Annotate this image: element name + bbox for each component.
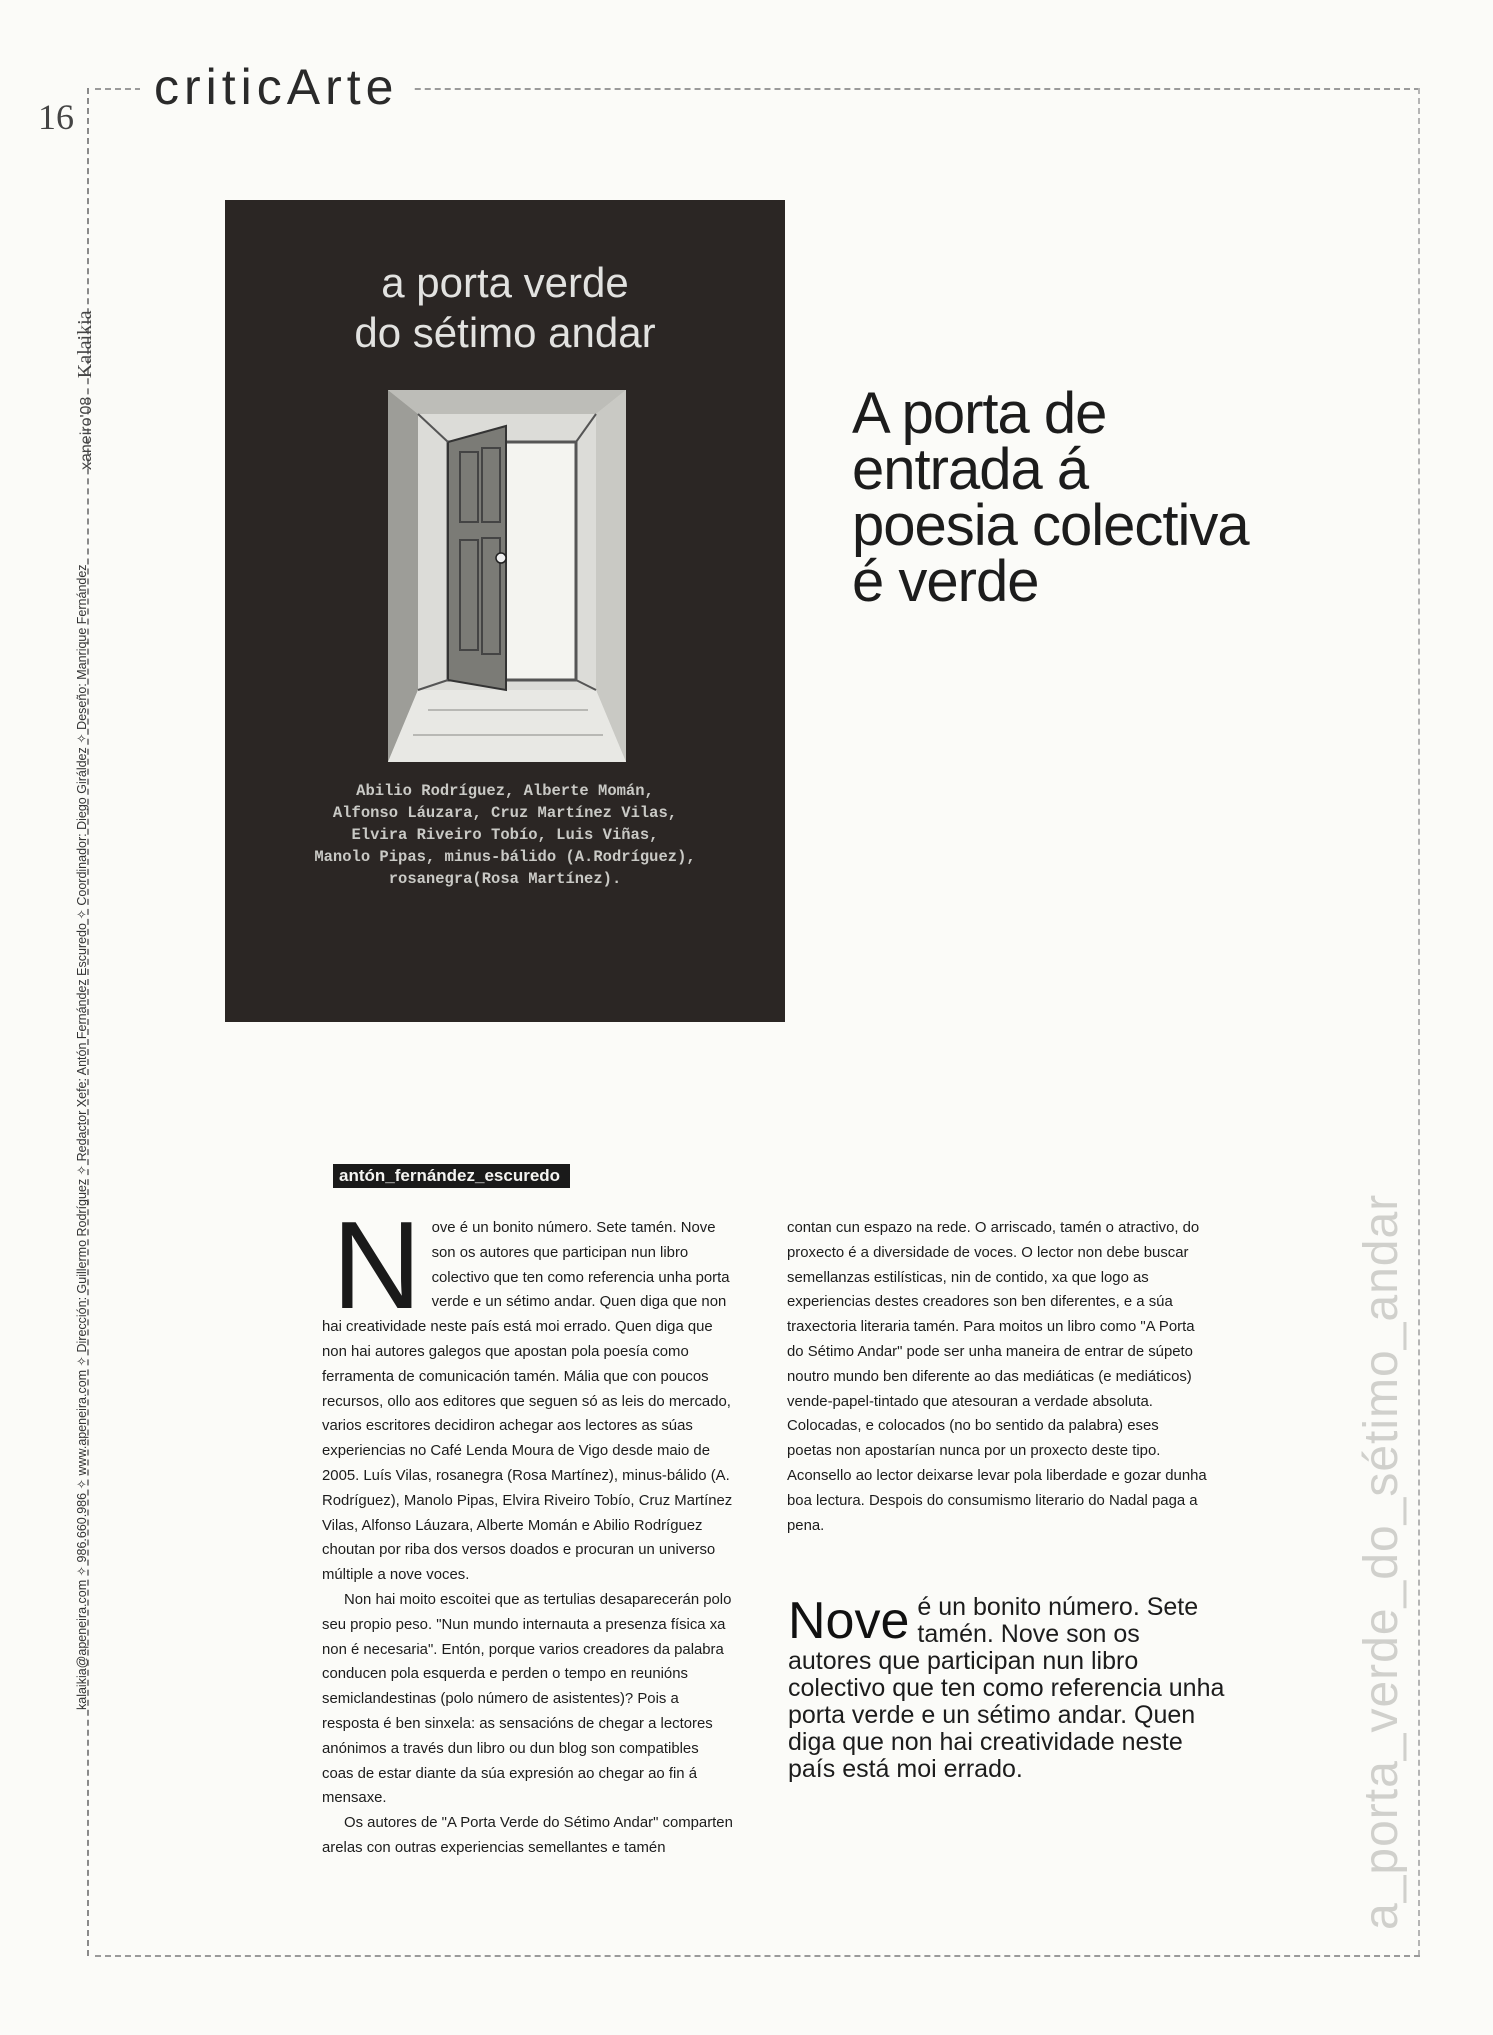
pull-quote: [788, 1594, 1228, 1783]
masthead: [74, 310, 97, 470]
page-number: 16: [38, 97, 74, 137]
section-title: criticArte: [140, 58, 412, 116]
article-paragraph: contan cun espazo na rede. O arriscado, tamén o atractivo, do proxecto é a diversidade de voces. O lector non debe buscar semellanzas estilísticas, nin de contido, xa que logo as experiencias destes creadores son ben diferentes, e a súa traxectoria literaria tamén. Para moitos un libro como "A Porta do Sétimo Andar" pode ser unha maneira de entrar de súpeto noutro mundo ben diferente ao das mediáticas (e mediáticos) vende-papel-tintado que atesouran a verdade absoluta. Colocadas, e colocados (no bo sentido da palabra) eses poetas non apostarían nunca por un proxecto deste tipo. Aconsello ao lector deixarse levar pola liberdade e gozar dunha boa lectura. Despois do consumismo literario do Nadal paga a pena.: [787, 1220, 1207, 1534]
cover-authors: Abilio Rodríguez, Alberte Momán, Alfonso Láuzara, Cruz Martínez Vilas, Elvira Riveiro Tobío, Luis Viñas, Manolo Pipas, minus-bálido (A.Rodríguez), rosanegra(Rosa Martínez).: [314, 782, 696, 888]
vertical-title: a_porta_verde_do_sétimo_andar: [1355, 1193, 1408, 1930]
article-paragraph: Nove é un bonito número. Sete tamén. Nove son os autores que participan nun libro colectivo que ten como referencia unha porta verde e un sétimo andar. Quen diga que non hai creatividade neste país está moi errado. Quen diga que non hai autores galegos que apostan pola poesía como ferramenta de comunicación tamén. Mália que con poucos recursos, ollo aos editores que seguen só as leis do mercado, varios escritores decidiron achegar aos lectores as súas experiencias no Café Lenda Moura de Vigo desde maio de 2005. Luís Vilas, rosanegra (Rosa Martínez), minus-bálido (A. Rodríguez), Manolo Pipas, Elvira Riveiro Tobío, Cruz Martínez Vilas, Alfonso Láuzara, Alberte Momán e Abilio Rodríguez choutan por riba dos versos doados e procuran un universo múltiple a nove voces.: [322, 1197, 733, 1584]
article-column-left: [322, 1197, 734, 1861]
frame-bottom-rule: [95, 1955, 1420, 1957]
book-cover: [225, 200, 785, 1022]
frame-right-rule: [1418, 88, 1420, 1956]
door-illustration: [388, 390, 626, 762]
author-byline: antón_fernández_escuredo: [333, 1164, 570, 1188]
article-column-right: [787, 1216, 1207, 1538]
pull-quote-lead: Nove: [788, 1592, 910, 1650]
article-paragraph: Non hai moito escoitei que as tertulias desaparecerán polo seu propio peso. "Nun mundo internauta a presenza física xa non é necesaria". Entón, porque varios creadores da palabra conducen pola esquerda e perden o tempo en reunións semiclandestinas (polo número de asistentes)? Pois a resposta é ben sinxela: as sensacións de chegar a lectores anónimos a través dun libro ou dun blog son compatibles coas de estar diante da súa expresión ao chegar ao fin á mensaxe.: [322, 1591, 732, 1807]
article-paragraph: Os autores de "A Porta Verde do Sétimo Andar" comparten arelas con outras experiencias semellantes e tamén: [322, 1815, 733, 1856]
brand-name: Kalaikia: [74, 310, 96, 379]
pull-quote-text: é un bonito número. Sete tamén. Nove son os autores que participan nun libro colectivo que ten como referencia unha porta verde e un sétimo andar. Quen diga que non hai creatividade neste país está moi errado.: [788, 1593, 1225, 1783]
cover-title: a porta verde do sétimo andar: [354, 259, 656, 356]
article-headline: A porta de entrada á poesia colectiva é verde: [852, 381, 1249, 614]
issue-date: xaneiro'08: [78, 396, 95, 470]
credits-line: kalaikia@apeneira.com ✧ 986.660.986 ✧ www.apeneira.com ✧ Dirección: Guillermo Rodríguez ✧ Redactor Xefe: Antón Fernández Escuredo ✧ Coordinador: Diego Giráldez ✧ Deseño: Manrique Fernández: [75, 564, 89, 1710]
drop-cap: N: [332, 1197, 422, 1335]
